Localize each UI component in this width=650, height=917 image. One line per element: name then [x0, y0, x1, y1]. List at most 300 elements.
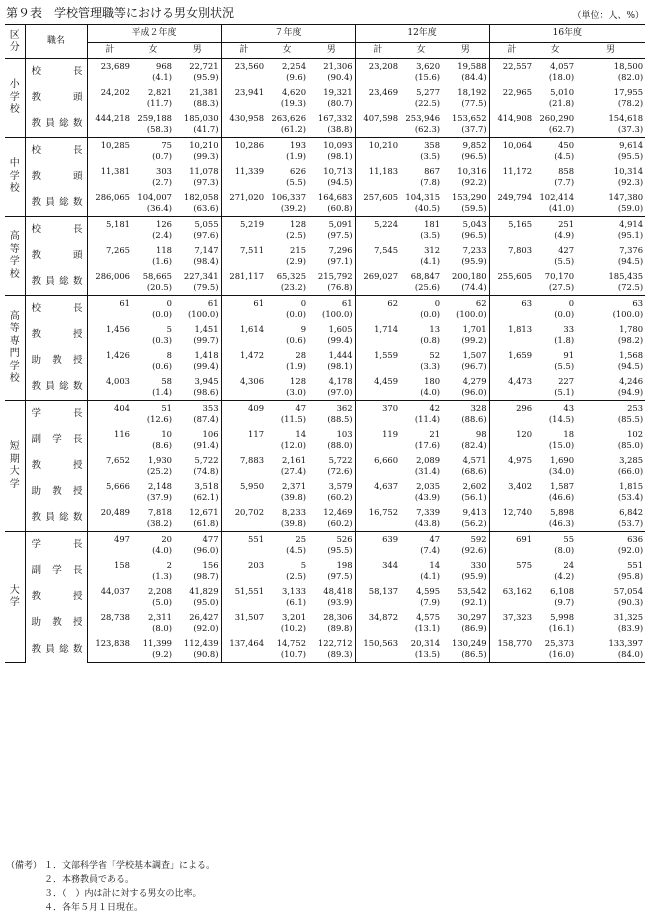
percent-cell: (21.8)	[548, 99, 575, 108]
percent-cell	[489, 310, 534, 322]
percent-cell: (99.2)	[461, 336, 487, 345]
value-cell: 551	[221, 532, 266, 547]
value-cell: 1,418	[194, 349, 219, 360]
percent-cell: (37.9)	[146, 493, 172, 502]
position-cell: 校長	[25, 59, 87, 86]
notes-label: （備考）	[6, 861, 43, 871]
value-cell: 20,314	[410, 637, 441, 648]
percent-cell: (5.5)	[554, 257, 575, 266]
value-cell: 16,752	[355, 505, 400, 519]
percent-cell	[221, 546, 266, 558]
percent-cell: (2.4)	[152, 231, 172, 240]
value-cell: 117	[221, 427, 266, 441]
table-row-values	[5, 584, 645, 598]
value-cell: 7,511	[221, 243, 266, 257]
value-cell: 312	[424, 244, 441, 255]
value-cell: 7,652	[87, 453, 132, 467]
percent-cell: (63.6)	[193, 204, 219, 213]
value-cell: 28,738	[87, 610, 132, 624]
value-cell: 51	[132, 401, 174, 416]
school-type-cell: 高等学校	[5, 217, 25, 296]
percent-cell: (94.9)	[617, 388, 644, 397]
subheader-male: 男	[576, 43, 645, 59]
percent-cell	[489, 204, 534, 217]
value-cell: 5,181	[87, 217, 132, 232]
value-cell: 58	[161, 375, 172, 386]
table-row-percent	[5, 519, 645, 532]
percent-cell: (72.6)	[327, 467, 353, 476]
value-cell: 19,321	[323, 86, 353, 97]
percent-cell: (13.1)	[414, 624, 441, 633]
percent-cell: (5.1)	[554, 388, 575, 397]
value-cell: 63,162	[489, 584, 534, 598]
table-row-percent	[5, 650, 645, 663]
value-cell: 286,065	[87, 190, 132, 204]
value-cell: 4,595	[416, 585, 441, 596]
position-cell: 教員総数	[25, 269, 87, 296]
percent-cell: (0.7)	[152, 152, 172, 161]
table-row-percent	[5, 73, 645, 85]
percent-cell: (88.5)	[327, 415, 353, 424]
percent-cell: (12.0)	[280, 441, 307, 450]
position-cell: 副学長	[25, 427, 87, 453]
value-cell: 102	[627, 428, 644, 439]
percent-cell	[87, 125, 132, 138]
percent-cell: (99.4)	[327, 336, 353, 345]
note-line	[6, 887, 215, 901]
value-cell: 34,872	[355, 610, 400, 624]
value-cell: 4,057	[534, 59, 576, 74]
unit-note: （単位：人、%）	[572, 11, 644, 21]
table-row-values	[5, 505, 645, 519]
value-cell: 5,219	[221, 217, 266, 232]
percent-cell	[489, 388, 534, 401]
value-cell: 62	[442, 296, 489, 311]
value-cell: 10,093	[308, 138, 355, 153]
percent-cell	[87, 493, 132, 505]
percent-cell: (13.5)	[400, 650, 442, 663]
percent-cell: (79.5)	[193, 283, 219, 292]
value-cell: 11,172	[489, 164, 534, 178]
percent-cell: (94.5)	[617, 362, 644, 371]
percent-cell: (82.4)	[461, 441, 487, 450]
value-cell: 20,489	[87, 505, 132, 519]
value-cell: 4,914	[576, 217, 645, 232]
percent-cell: (96.0)	[193, 546, 219, 555]
value-cell: 3,945	[194, 375, 219, 386]
percent-cell: (8.6)	[152, 441, 172, 450]
table-row-percent	[5, 598, 645, 610]
percent-cell: (66.0)	[617, 467, 644, 476]
value-cell: 328	[442, 401, 489, 416]
percent-cell: (84.4)	[461, 73, 487, 82]
year-header: 12年度	[355, 25, 489, 43]
value-cell: 3,620	[400, 59, 442, 74]
percent-cell: (61.2)	[280, 125, 307, 134]
value-cell: 5	[166, 323, 172, 334]
value-cell: 4,571	[462, 454, 487, 465]
value-cell: 3,402	[489, 479, 534, 493]
percent-cell: (41.7)	[193, 125, 219, 134]
percent-cell: (98.7)	[193, 572, 219, 581]
table-row-percent	[5, 152, 645, 164]
value-cell: 271,020	[221, 190, 266, 204]
percent-cell: (82.0)	[617, 73, 644, 82]
value-cell: 5,722	[194, 454, 219, 465]
position-cell: 学長	[25, 532, 87, 559]
percent-cell: (5.5)	[286, 178, 307, 187]
value-cell: 63	[576, 296, 645, 311]
percent-cell	[355, 388, 400, 401]
percent-cell	[355, 572, 400, 584]
percent-cell: (89.3)	[308, 650, 355, 663]
value-cell: 6,108	[550, 585, 575, 596]
value-cell: 362	[308, 401, 355, 416]
value-cell: 7,296	[328, 244, 353, 255]
percent-cell	[87, 546, 132, 558]
header-row-years	[5, 25, 645, 43]
value-cell: 1,559	[355, 348, 400, 362]
category-header: 区分	[5, 25, 25, 59]
percent-cell: (100.0)	[188, 310, 219, 319]
percent-cell: (92.6)	[461, 546, 487, 555]
value-cell: 104,315	[405, 191, 441, 202]
percent-cell: (1.4)	[152, 388, 172, 397]
position-cell: 助教授	[25, 479, 87, 505]
value-cell: 28,306	[323, 611, 353, 622]
value-cell: 3,285	[619, 454, 644, 465]
value-cell: 185,030	[183, 112, 219, 123]
percent-cell: (9.6)	[286, 73, 307, 82]
percent-cell: (3.5)	[420, 231, 441, 240]
percent-cell: (7.9)	[420, 598, 441, 607]
percent-cell	[221, 283, 266, 296]
percent-cell: (39.2)	[280, 204, 307, 213]
percent-cell: (1.6)	[152, 257, 172, 266]
value-cell: 1,444	[328, 349, 353, 360]
school-type-cell: 中学校	[5, 138, 25, 217]
percent-cell	[355, 310, 400, 322]
value-cell: 147,380	[608, 191, 644, 202]
value-cell: 5,666	[87, 479, 132, 493]
value-cell: 257,605	[355, 190, 400, 204]
percent-cell	[355, 598, 400, 610]
value-cell: 6,842	[619, 506, 644, 517]
school-type-cell: 大学	[5, 532, 25, 663]
percent-cell: (97.1)	[327, 257, 353, 266]
percent-cell: (95.0)	[193, 598, 219, 607]
percent-cell: (20.5)	[146, 283, 172, 292]
value-cell: 1,456	[87, 322, 132, 336]
percent-cell	[489, 441, 534, 453]
percent-cell	[355, 257, 400, 269]
percent-cell	[87, 650, 132, 663]
value-cell: 11,399	[142, 637, 172, 648]
position-cell: 教頭	[25, 85, 87, 111]
value-cell: 18	[563, 428, 575, 439]
position-cell: 助教授	[25, 348, 87, 374]
subheader-male: 男	[308, 43, 355, 59]
percent-cell: (1.9)	[286, 152, 307, 161]
percent-cell: (43.9)	[414, 493, 441, 502]
subheader-male: 男	[442, 43, 489, 59]
value-cell: 47	[266, 401, 308, 416]
percent-cell	[221, 152, 266, 164]
value-cell: 128	[290, 375, 307, 386]
value-cell: 404	[87, 401, 132, 416]
percent-cell: (17.6)	[414, 441, 441, 450]
percent-cell: (95.5)	[327, 546, 353, 555]
value-cell: 106,337	[271, 191, 307, 202]
percent-cell: (2.9)	[286, 257, 307, 266]
value-cell: 1,451	[194, 323, 219, 334]
percent-cell: (10.7)	[266, 650, 308, 663]
position-header: 職名	[25, 25, 87, 59]
subheader-female: 女	[400, 43, 442, 59]
value-cell: 119	[355, 427, 400, 441]
percent-cell: (7.7)	[554, 178, 575, 187]
value-cell: 12,469	[323, 506, 353, 517]
value-cell: 215	[290, 244, 307, 255]
header-row-subcolumns	[5, 43, 645, 59]
subheader-female: 女	[534, 43, 576, 59]
value-cell: 154,618	[608, 112, 644, 123]
position-cell: 副学長	[25, 558, 87, 584]
value-cell: 102,414	[539, 191, 575, 202]
value-cell: 106	[202, 428, 219, 439]
percent-cell: (1.8)	[554, 336, 575, 345]
table-row-percent	[5, 624, 645, 636]
notes	[6, 859, 215, 915]
percent-cell: (77.5)	[461, 99, 487, 108]
percent-cell	[87, 152, 132, 164]
percent-cell: (60.2)	[327, 493, 353, 502]
percent-cell: (46.6)	[548, 493, 575, 502]
value-cell: 21	[429, 428, 441, 439]
value-cell: 4,306	[221, 374, 266, 388]
percent-cell: (4.0)	[420, 388, 441, 397]
percent-cell	[87, 572, 132, 584]
percent-cell: (2.5)	[286, 231, 307, 240]
value-cell: 10,285	[87, 138, 132, 153]
note-line	[6, 859, 215, 873]
percent-cell: (4.1)	[420, 572, 441, 581]
value-cell: 526	[308, 532, 355, 547]
percent-cell	[87, 519, 132, 532]
subheader-female: 女	[266, 43, 308, 59]
subheader-male: 男	[174, 43, 221, 59]
table-row-values	[5, 401, 645, 416]
value-cell: 1,587	[550, 480, 575, 491]
percent-cell: (97.5)	[327, 572, 353, 581]
percent-cell: (27.4)	[280, 467, 307, 476]
percent-cell	[221, 204, 266, 217]
position-cell: 教授	[25, 584, 87, 610]
percent-cell: (4.1)	[152, 73, 172, 82]
position-cell: 校長	[25, 296, 87, 323]
position-cell: 教員総数	[25, 111, 87, 138]
percent-cell: (95.1)	[617, 231, 644, 240]
percent-cell: (22.5)	[414, 99, 441, 108]
percent-cell	[355, 362, 400, 374]
percent-cell	[355, 493, 400, 505]
percent-cell: (4.1)	[420, 257, 441, 266]
value-cell: 2,035	[416, 480, 441, 491]
percent-cell: (11.4)	[414, 415, 441, 424]
value-cell: 2	[166, 559, 172, 570]
percent-cell: (10.2)	[280, 624, 307, 633]
percent-cell	[221, 598, 266, 610]
value-cell: 8	[166, 349, 172, 360]
table-row-percent	[5, 362, 645, 374]
percent-cell: (0.6)	[152, 362, 172, 371]
position-cell: 助教授	[25, 610, 87, 636]
percent-cell: (98.1)	[327, 152, 353, 161]
value-cell: 636	[576, 532, 645, 547]
value-cell: 858	[558, 165, 575, 176]
page-title: 第９表 学校管理職等における男女別状況	[6, 6, 235, 20]
value-cell: 968	[132, 59, 174, 74]
value-cell: 1,815	[619, 480, 644, 491]
percent-cell	[489, 152, 534, 164]
position-cell: 教員総数	[25, 190, 87, 217]
value-cell: 477	[174, 532, 221, 547]
percent-cell	[87, 231, 132, 243]
value-cell: 353	[174, 401, 221, 416]
position-cell: 教員総数	[25, 636, 87, 663]
table-row-percent	[5, 178, 645, 190]
percent-cell: (74.8)	[193, 467, 219, 476]
value-cell: 286,006	[87, 269, 132, 283]
value-cell: 7,147	[194, 244, 219, 255]
value-cell: 23,941	[221, 85, 266, 99]
percent-cell: (4.5)	[286, 546, 307, 555]
table-row-values	[5, 610, 645, 624]
value-cell: 126	[132, 217, 174, 232]
year-header: 16年度	[489, 25, 645, 43]
table-row-values	[5, 532, 645, 547]
value-cell: 21,306	[308, 59, 355, 74]
percent-cell: (6.1)	[286, 598, 307, 607]
value-cell: 3,201	[282, 611, 307, 622]
table-row-percent	[5, 125, 645, 138]
subheader-total: 計	[355, 43, 400, 59]
percent-cell: (98.2)	[617, 336, 644, 345]
value-cell: 5,010	[550, 86, 575, 97]
percent-cell: (100.0)	[456, 310, 487, 319]
percent-cell	[87, 415, 132, 427]
value-cell: 344	[355, 558, 400, 572]
table-row-percent	[5, 493, 645, 505]
percent-cell: (84.0)	[576, 650, 645, 663]
percent-cell: (92.1)	[461, 598, 487, 607]
value-cell: 70,170	[544, 270, 575, 281]
percent-cell	[489, 178, 534, 190]
value-cell: 2,311	[148, 611, 172, 622]
table-row-values	[5, 479, 645, 493]
percent-cell: (78.2)	[617, 99, 644, 108]
value-cell: 10,713	[323, 165, 353, 176]
value-cell: 13	[429, 323, 441, 334]
value-cell: 12,740	[489, 505, 534, 519]
value-cell: 61	[308, 296, 355, 311]
value-cell: 1,426	[87, 348, 132, 362]
percent-cell: (0.0)	[554, 310, 575, 319]
percent-cell: (98.6)	[193, 388, 219, 397]
percent-cell	[221, 624, 266, 636]
value-cell: 5,055	[174, 217, 221, 232]
value-cell: 18,192	[457, 86, 487, 97]
percent-cell	[489, 572, 534, 584]
table-body	[5, 59, 645, 663]
percent-cell: (15.6)	[414, 73, 441, 82]
percent-cell: (46.3)	[548, 519, 575, 528]
percent-cell: (94.5)	[617, 257, 644, 266]
percent-cell: (0.6)	[286, 336, 307, 345]
value-cell: 4,003	[87, 374, 132, 388]
table-row-percent	[5, 204, 645, 217]
value-cell: 2,371	[282, 480, 307, 491]
percent-cell	[87, 362, 132, 374]
percent-cell: (97.5)	[327, 231, 353, 240]
value-cell: 4,246	[619, 375, 644, 386]
table-row-percent	[5, 336, 645, 348]
value-cell: 48,418	[323, 585, 353, 596]
table-row-values	[5, 374, 645, 388]
value-cell: 153,652	[451, 112, 487, 123]
percent-cell: (92.2)	[461, 178, 487, 187]
value-cell: 167,332	[317, 112, 353, 123]
percent-cell: (96.0)	[461, 388, 487, 397]
value-cell: 691	[489, 532, 534, 547]
percent-cell: (95.9)	[461, 257, 487, 266]
percent-cell: (95.8)	[617, 572, 644, 581]
value-cell: 41,829	[189, 585, 219, 596]
percent-cell: (19.3)	[280, 99, 307, 108]
value-cell: 37,323	[489, 610, 534, 624]
value-cell: 122,712	[317, 637, 353, 648]
table-row-values	[5, 558, 645, 572]
value-cell: 9,413	[462, 506, 487, 517]
value-cell: 407,598	[355, 111, 400, 125]
note-item: １．文部科学省「学校基本調査」による。	[44, 861, 216, 871]
table-row-values	[5, 85, 645, 99]
value-cell: 14	[429, 559, 441, 570]
value-cell: 120	[489, 427, 534, 441]
percent-cell	[355, 441, 400, 453]
value-cell: 3,518	[194, 480, 219, 491]
percent-cell: (88.3)	[193, 99, 219, 108]
percent-cell: (99.7)	[193, 336, 219, 345]
year-header: ７年度	[221, 25, 355, 43]
value-cell: 44,037	[87, 584, 132, 598]
percent-cell: (56.1)	[461, 493, 487, 502]
table-row-percent	[5, 283, 645, 296]
value-cell: 164,683	[317, 191, 353, 202]
percent-cell	[221, 388, 266, 401]
note-item: ３．（ ）内は計に対する男女の比率。	[44, 889, 202, 899]
percent-cell: (99.4)	[193, 362, 219, 371]
position-cell: 教員総数	[25, 374, 87, 401]
percent-cell: (25.6)	[414, 283, 441, 292]
value-cell: 14,752	[276, 637, 307, 648]
percent-cell	[355, 152, 400, 164]
value-cell: 227,341	[183, 270, 219, 281]
percent-cell	[221, 362, 266, 374]
percent-cell	[87, 283, 132, 296]
school-type-cell: 小学校	[5, 59, 25, 138]
value-cell: 185,435	[608, 270, 644, 281]
